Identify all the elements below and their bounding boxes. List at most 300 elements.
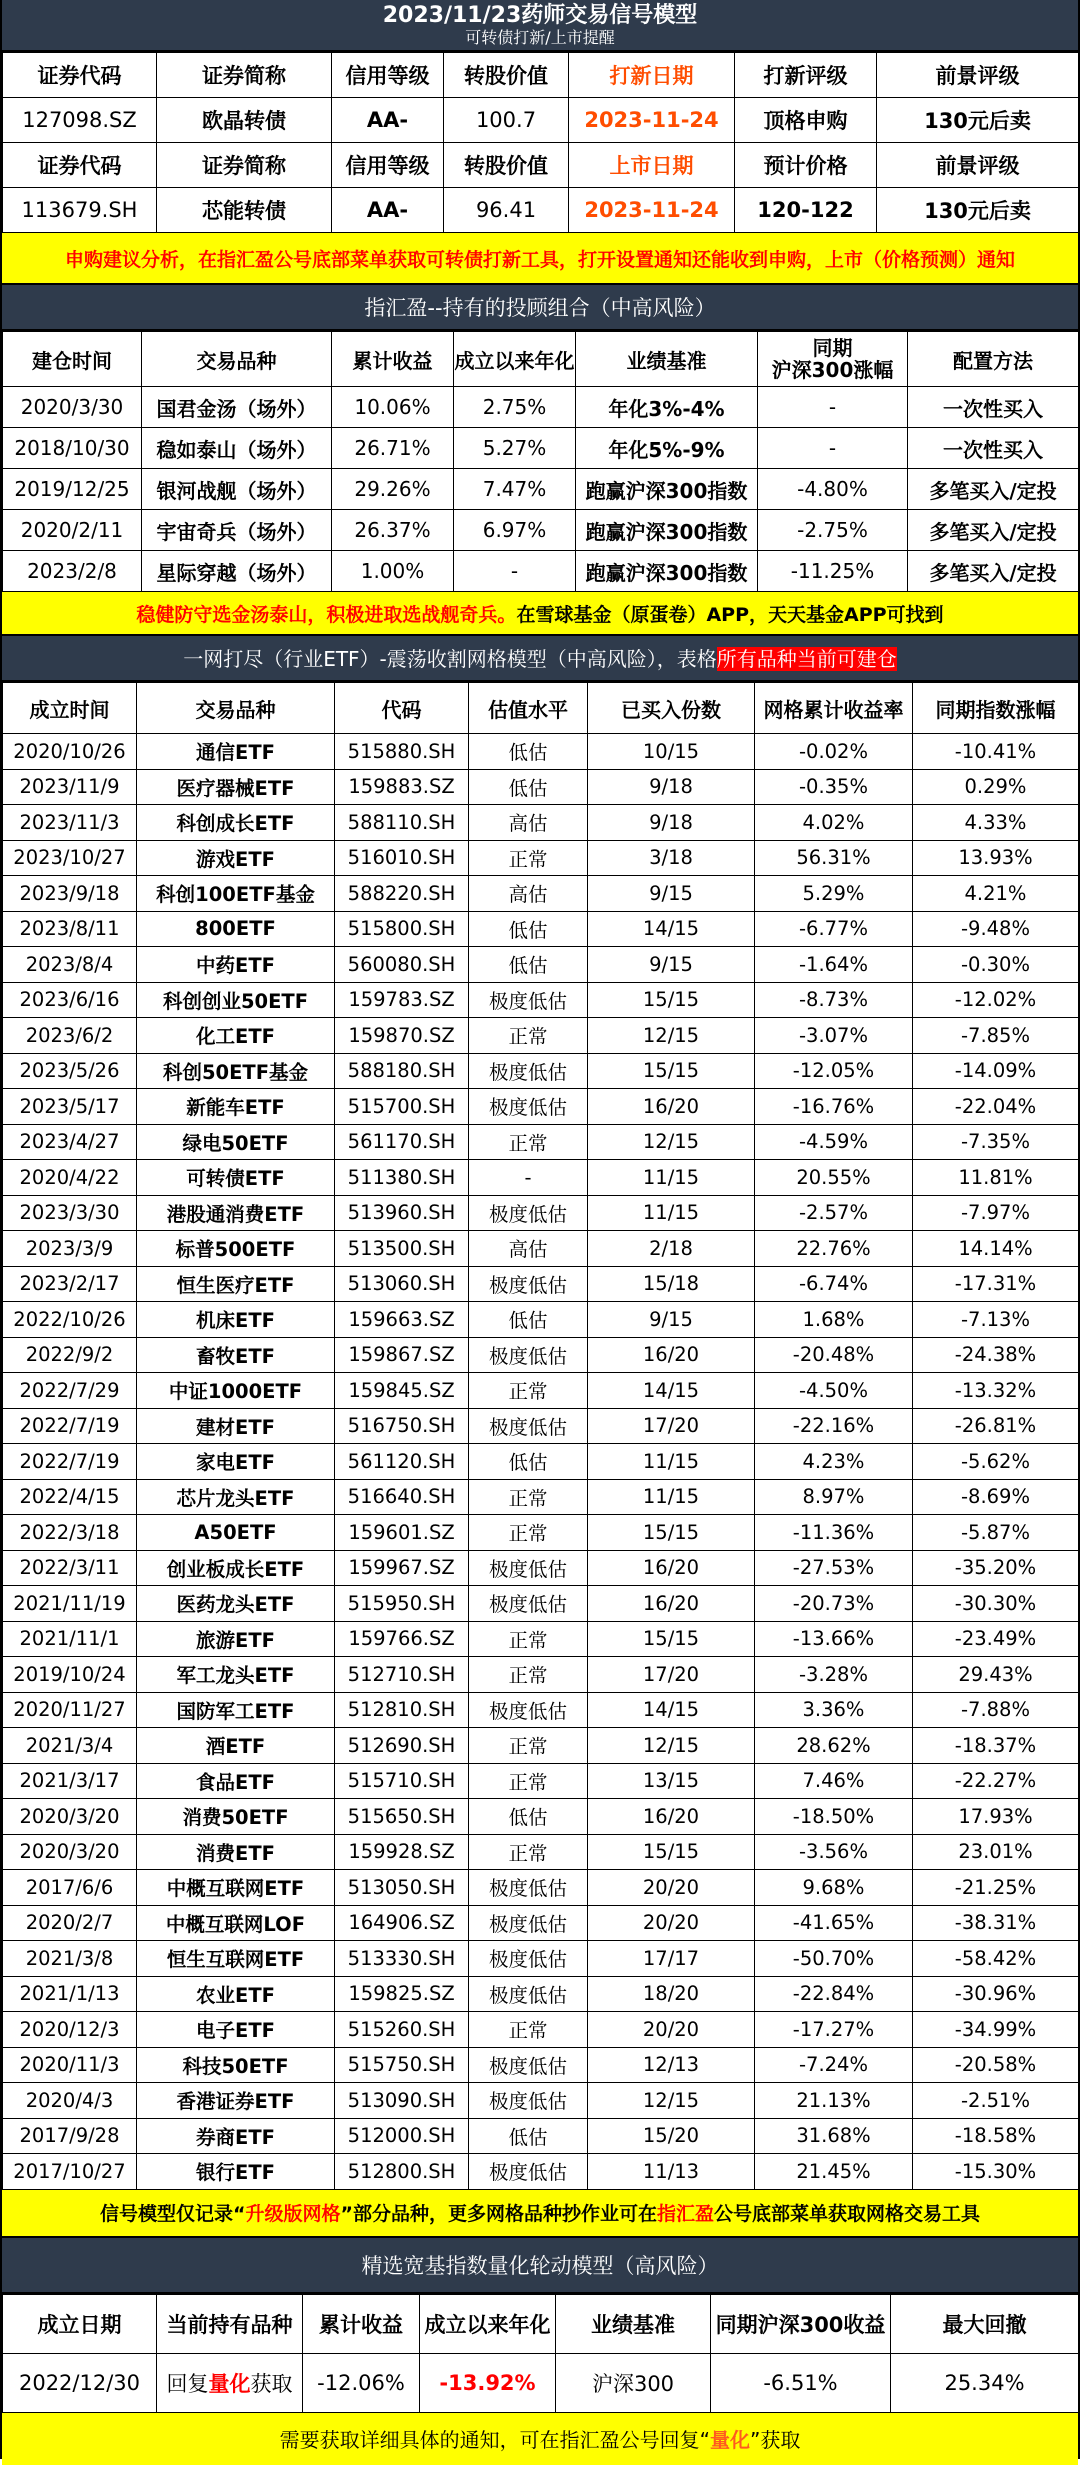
portfolio-hs300: - [758,387,908,428]
grid-index-change: 11.81% [913,1160,1079,1196]
grid-product: 香港证券ETF [137,2083,335,2119]
grid-product: 科创50ETF基金 [137,1053,335,1089]
grid-return: 4.02% [755,805,913,841]
grid-date: 2020/10/26 [3,734,137,770]
grid-date: 2021/3/17 [3,1763,137,1799]
grid-shares: 11/15 [588,1160,755,1196]
grid-shares: 11/15 [588,1444,755,1480]
grid-code: 516750.SH [335,1408,469,1444]
grid-shares: 15/15 [588,1621,755,1657]
grid-code: 513500.SH [335,1231,469,1267]
grid-code: 561170.SH [335,1124,469,1160]
bond-rating: 顶格申购 [735,98,877,143]
col-credit: 信用等级 [332,143,444,188]
grid-date: 2022/7/29 [3,1373,137,1409]
grid-index-change: -38.31% [913,1905,1079,1941]
grid-code: 515710.SH [335,1763,469,1799]
rotation-notice: 需要获取详细具体的通知，可在指汇盈公号回复“ 量化 ”获取 [2,2413,1078,2465]
grid-product: 科技50ETF [137,2047,335,2083]
grid-index-change: -14.09% [913,1053,1079,1089]
col-start-date: 成立时间 [3,683,137,734]
grid-code: 159766.SZ [335,1621,469,1657]
grid-code: 588110.SH [335,805,469,841]
grid-product: 国防军工ETF [137,1692,335,1728]
grid-row [3,1728,1079,1764]
grid-product: 畜牧ETF [137,1337,335,1373]
grid-shares: 16/20 [588,1089,755,1125]
col-index-change: 同期指数涨幅 [913,683,1079,734]
col-start-date: 建仓时间 [3,332,142,387]
col-allocation: 配置方法 [908,332,1079,387]
col-annualized: 成立以来年化 [420,2294,556,2353]
grid-return: 8.97% [755,1479,913,1515]
grid-index-change: -5.62% [913,1444,1079,1480]
grid-index-change: -7.97% [913,1195,1079,1231]
portfolio-date: 2019/12/25 [3,469,142,510]
grid-date: 2022/10/26 [3,1302,137,1338]
grid-index-change: -8.69% [913,1479,1079,1515]
portfolio-benchmark: 年化5%-9% [576,428,758,469]
grid-shares: 15/15 [588,1515,755,1551]
grid-shares: 9/15 [588,876,755,912]
grid-date: 2023/10/27 [3,840,137,876]
grid-index-change: 13.93% [913,840,1079,876]
grid-return: 5.29% [755,876,913,912]
grid-code: 588180.SH [335,1053,469,1089]
grid-code: 516010.SH [335,840,469,876]
grid-shares: 12/13 [588,2047,755,2083]
grid-valuation: 正常 [469,840,588,876]
grid-valuation: 极度低估 [469,1195,588,1231]
grid-return: 7.46% [755,1763,913,1799]
grid-index-change: -21.25% [913,1870,1079,1906]
rotation-date: 2022/12/30 [3,2353,157,2412]
grid-product: 新能车ETF [137,1089,335,1125]
grid-return: -6.74% [755,1266,913,1302]
grid-row [3,1692,1079,1728]
col-max-drawdown: 最大回撤 [891,2294,1079,2353]
col-conversion-value: 转股价值 [444,53,569,98]
rotation-table [2,2294,1079,2413]
grid-code: 164906.SZ [335,1905,469,1941]
grid-code: 159870.SZ [335,1018,469,1054]
grid-date: 2022/7/19 [3,1444,137,1480]
grid-row [3,1870,1079,1906]
grid-row [3,1053,1079,1089]
col-outlook: 前景评级 [877,53,1079,98]
grid-index-change: 4.21% [913,876,1079,912]
grid-index-change: 17.93% [913,1799,1079,1835]
grid-code: 588220.SH [335,876,469,912]
grid-valuation: 极度低估 [469,1586,588,1622]
grid-valuation: 高估 [469,1231,588,1267]
grid-index-change: 23.01% [913,1834,1079,1870]
grid-code: 159867.SZ [335,1337,469,1373]
col-code: 证券代码 [3,53,157,98]
grid-product: 中药ETF [137,947,335,983]
grid-valuation: 极度低估 [469,2083,588,2119]
grid-row [3,1479,1079,1515]
grid-product: 军工龙头ETF [137,1657,335,1693]
grid-row [3,1124,1079,1160]
grid-valuation: 低估 [469,769,588,805]
grid-index-change: -24.38% [913,1337,1079,1373]
portfolio-header-row [3,332,1079,387]
grid-date: 2022/7/19 [3,1408,137,1444]
grid-row [3,1089,1079,1125]
bond-outlook: 130元后卖 [877,98,1079,143]
grid-date: 2023/4/27 [3,1124,137,1160]
grid-shares: 9/18 [588,805,755,841]
bond-value: 96.41 [444,188,569,233]
portfolio-date: 2020/3/30 [3,387,142,428]
grid-date: 2022/3/11 [3,1550,137,1586]
grid-shares: 14/15 [588,911,755,947]
page-title: 2023/11/23药师交易信号模型 [382,3,698,28]
rotation-header-row [3,2294,1079,2353]
grid-return: -50.70% [755,1941,913,1977]
grid-shares: 15/15 [588,982,755,1018]
grid-code: 513050.SH [335,1870,469,1906]
grid-product: 医药龙头ETF [137,1586,335,1622]
grid-code: 159928.SZ [335,1834,469,1870]
grid-index-change: -22.04% [913,1089,1079,1125]
grid-product: 可转债ETF [137,1160,335,1196]
bond-header-row-2 [3,143,1079,188]
grid-date: 2023/8/4 [3,947,137,983]
grid-return: -11.36% [755,1515,913,1551]
grid-valuation: 极度低估 [469,1550,588,1586]
grid-return: -13.66% [755,1621,913,1657]
grid-row [3,1266,1079,1302]
grid-product: 电子ETF [137,2012,335,2048]
grid-index-change: -18.37% [913,1728,1079,1764]
portfolio-product: 星际穿越（场外） [142,551,332,592]
grid-code: 515800.SH [335,911,469,947]
grid-code: 512810.SH [335,1692,469,1728]
portfolio-table [2,331,1079,592]
portfolio-date: 2023/2/8 [3,551,142,592]
grid-code: 512690.SH [335,1728,469,1764]
grid-valuation: 低估 [469,2118,588,2154]
grid-row [3,1976,1079,2012]
grid-row [3,947,1079,983]
grid-row [3,1515,1079,1551]
grid-valuation: 高估 [469,805,588,841]
grid-product: 食品ETF [137,1763,335,1799]
col-conversion-value: 转股价值 [444,143,569,188]
grid-date: 2023/3/9 [3,1231,137,1267]
grid-product: 科创成长ETF [137,805,335,841]
grid-row [3,1550,1079,1586]
col-name: 证券简称 [157,143,332,188]
grid-index-change: -30.30% [913,1586,1079,1622]
col-benchmark: 业绩基准 [576,332,758,387]
grid-code: 512000.SH [335,2118,469,2154]
rotation-holding: 回复量化获取 [157,2353,303,2412]
grid-header-row [3,683,1079,734]
grid-index-change: -7.85% [913,1018,1079,1054]
grid-shares: 12/15 [588,2083,755,2119]
grid-code: 515650.SH [335,1799,469,1835]
etf-grid-table [2,682,1079,2190]
grid-valuation: 极度低估 [469,1870,588,1906]
portfolio-product: 国君金汤（场外） [142,387,332,428]
grid-product: 消费ETF [137,1834,335,1870]
portfolio-row [3,428,1079,469]
bond-date: 2023-11-24 [569,188,735,233]
col-annualized: 成立以来年化 [454,332,576,387]
grid-row [3,1373,1079,1409]
grid-row [3,1337,1079,1373]
grid-date: 2023/3/30 [3,1195,137,1231]
grid-date: 2020/3/20 [3,1834,137,1870]
grid-date: 2017/10/27 [3,2154,137,2190]
grid-valuation: 极度低估 [469,1408,588,1444]
portfolio-product: 宇宙奇兵（场外） [142,510,332,551]
bond-name: 欧晶转债 [157,98,332,143]
grid-row [3,2118,1079,2154]
grid-valuation: 极度低估 [469,2047,588,2083]
grid-code: 159825.SZ [335,1976,469,2012]
bond-code: 127098.SZ [3,98,157,143]
grid-row [3,1444,1079,1480]
bond-value: 100.7 [444,98,569,143]
grid-index-change: 29.43% [913,1657,1079,1693]
col-grid-return: 网格累计收益率 [755,683,913,734]
grid-code: 561120.SH [335,1444,469,1480]
col-start-date: 成立日期 [3,2294,157,2353]
grid-return: 3.36% [755,1692,913,1728]
grid-row [3,1799,1079,1835]
grid-index-change: -5.87% [913,1515,1079,1551]
grid-code: 512800.SH [335,2154,469,2190]
grid-code: 515750.SH [335,2047,469,2083]
col-product: 交易品种 [137,683,335,734]
grid-code: 560080.SH [335,947,469,983]
grid-code: 512710.SH [335,1657,469,1693]
grid-valuation: 低估 [469,1799,588,1835]
grid-shares: 11/13 [588,2154,755,2190]
rotation-annualized: -13.92% [420,2353,556,2412]
grid-valuation: 正常 [469,1124,588,1160]
grid-row [3,1195,1079,1231]
grid-shares: 9/18 [588,769,755,805]
rotation-row [3,2353,1079,2412]
grid-date: 2020/4/22 [3,1160,137,1196]
grid-date: 2022/9/2 [3,1337,137,1373]
grid-index-change: -12.02% [913,982,1079,1018]
grid-valuation: 极度低估 [469,1266,588,1302]
grid-product: 恒生医疗ETF [137,1266,335,1302]
grid-date: 2022/4/15 [3,1479,137,1515]
grid-product: 绿电50ETF [137,1124,335,1160]
grid-shares: 17/17 [588,1941,755,1977]
grid-return: -3.07% [755,1018,913,1054]
grid-index-change: -26.81% [913,1408,1079,1444]
grid-return: 21.45% [755,2154,913,2190]
page-subtitle: 可转债打新/上市提醒 [465,28,615,47]
portfolio-allocation: 多笔买入/定投 [908,510,1079,551]
col-code: 代码 [335,683,469,734]
grid-valuation: 极度低估 [469,1941,588,1977]
grid-valuation: 正常 [469,2012,588,2048]
grid-shares: 16/20 [588,1799,755,1835]
grid-row [3,982,1079,1018]
portfolio-annualized: 5.27% [454,428,576,469]
col-credit: 信用等级 [332,53,444,98]
grid-shares: 18/20 [588,1976,755,2012]
grid-product: 标普500ETF [137,1231,335,1267]
grid-date: 2023/6/2 [3,1018,137,1054]
bond-price: 120-122 [735,188,877,233]
grid-code: 159601.SZ [335,1515,469,1551]
grid-shares: 15/18 [588,1266,755,1302]
grid-shares: 10/15 [588,734,755,770]
col-listing-date: 上市日期 [569,143,735,188]
grid-index-change: -20.58% [913,2047,1079,2083]
grid-index-change: -13.32% [913,1373,1079,1409]
grid-valuation: 低估 [469,734,588,770]
bond-table [2,52,1079,233]
grid-shares: 12/15 [588,1728,755,1764]
grid-valuation: 正常 [469,1763,588,1799]
grid-date: 2017/6/6 [3,1870,137,1906]
grid-return: -1.64% [755,947,913,983]
portfolio-allocation: 多笔买入/定投 [908,551,1079,592]
grid-product: 化工ETF [137,1018,335,1054]
grid-date: 2020/11/27 [3,1692,137,1728]
grid-shares: 15/15 [588,1834,755,1870]
grid-index-change: -34.99% [913,2012,1079,2048]
grid-notice: 信号模型仅记录“ 升级版网格 ”部分品种，更多网格品种抄作业可在 指汇盈 公号底部菜单获取网格交易工具 [2,2190,1078,2238]
grid-valuation: 正常 [469,1479,588,1515]
grid-return: -27.53% [755,1550,913,1586]
grid-product: 酒ETF [137,1728,335,1764]
grid-return: -3.56% [755,1834,913,1870]
grid-product: 消费50ETF [137,1799,335,1835]
portfolio-title: 指汇盈--持有的投顾组合（中高风险） [2,285,1078,331]
grid-return: 22.76% [755,1231,913,1267]
grid-row [3,911,1079,947]
grid-product: 建材ETF [137,1408,335,1444]
grid-shares: 12/15 [588,1018,755,1054]
grid-code: 515880.SH [335,734,469,770]
grid-return: -8.73% [755,982,913,1018]
grid-row [3,1408,1079,1444]
bond-credit: AA- [332,98,444,143]
grid-code: 516640.SH [335,1479,469,1515]
grid-valuation: - [469,1160,588,1196]
grid-date: 2020/3/20 [3,1799,137,1835]
grid-return: -17.27% [755,2012,913,2048]
grid-valuation: 高估 [469,876,588,912]
grid-code: 159663.SZ [335,1302,469,1338]
grid-shares: 17/20 [588,1408,755,1444]
grid-index-change: -9.48% [913,911,1079,947]
grid-valuation: 低估 [469,947,588,983]
grid-index-change: -7.88% [913,1692,1079,1728]
grid-valuation: 正常 [469,1657,588,1693]
portfolio-allocation: 一次性买入 [908,428,1079,469]
grid-product: 科创100ETF基金 [137,876,335,912]
portfolio-annualized: 2.75% [454,387,576,428]
grid-return: -41.65% [755,1905,913,1941]
col-code: 证券代码 [3,143,157,188]
grid-product: 游戏ETF [137,840,335,876]
grid-valuation: 正常 [469,1728,588,1764]
grid-shares: 9/15 [588,947,755,983]
grid-return: -18.50% [755,1799,913,1835]
grid-product: 科创创业50ETF [137,982,335,1018]
grid-return: -4.50% [755,1373,913,1409]
grid-shares: 14/15 [588,1692,755,1728]
grid-row [3,1160,1079,1196]
portfolio-annualized: 7.47% [454,469,576,510]
grid-valuation: 极度低估 [469,1905,588,1941]
grid-index-change: -30.96% [913,1976,1079,2012]
grid-date: 2020/12/3 [3,2012,137,2048]
grid-return: -6.77% [755,911,913,947]
rotation-return: -12.06% [303,2353,420,2412]
grid-return: -22.84% [755,1976,913,2012]
grid-code: 159967.SZ [335,1550,469,1586]
col-hs300-change: 同期 沪深300涨幅 [758,332,908,387]
grid-product: 中概互联网LOF [137,1905,335,1941]
grid-return: -4.59% [755,1124,913,1160]
grid-valuation: 极度低估 [469,1692,588,1728]
grid-date: 2021/11/19 [3,1586,137,1622]
header-bar [2,0,1078,52]
col-expected-price: 预计价格 [735,143,877,188]
grid-index-change: -0.30% [913,947,1079,983]
grid-valuation: 正常 [469,1834,588,1870]
etf-grid-title: 一网打尽（行业ETF）-震荡收割网格模型（中高风险），表格所有品种当前可建仓 [2,636,1078,682]
grid-date: 2022/3/18 [3,1515,137,1551]
grid-date: 2023/6/16 [3,982,137,1018]
grid-row [3,876,1079,912]
grid-row [3,2047,1079,2083]
grid-shares: 13/15 [588,1763,755,1799]
grid-return: -3.28% [755,1657,913,1693]
grid-date: 2021/1/13 [3,1976,137,2012]
grid-index-change: -17.31% [913,1266,1079,1302]
grid-row [3,2154,1079,2190]
portfolio-row [3,510,1079,551]
col-subscribe-rating: 打新评级 [735,53,877,98]
grid-product: 银行ETF [137,2154,335,2190]
portfolio-product: 稳如泰山（场外） [142,428,332,469]
grid-valuation: 正常 [469,1621,588,1657]
grid-row [3,769,1079,805]
grid-valuation: 低估 [469,1444,588,1480]
grid-date: 2023/5/17 [3,1089,137,1125]
col-subscribe-date: 打新日期 [569,53,735,98]
portfolio-return: 1.00% [332,551,454,592]
grid-return: 28.62% [755,1728,913,1764]
grid-date: 2023/11/9 [3,769,137,805]
grid-index-change: -35.20% [913,1550,1079,1586]
portfolio-hs300: -4.80% [758,469,908,510]
grid-code: 513060.SH [335,1266,469,1302]
grid-return: 21.13% [755,2083,913,2119]
grid-date: 2020/2/7 [3,1905,137,1941]
grid-product: 中概互联网ETF [137,1870,335,1906]
grid-shares: 12/15 [588,1124,755,1160]
grid-row [3,1763,1079,1799]
grid-index-change: -58.42% [913,1941,1079,1977]
grid-code: 515260.SH [335,2012,469,2048]
